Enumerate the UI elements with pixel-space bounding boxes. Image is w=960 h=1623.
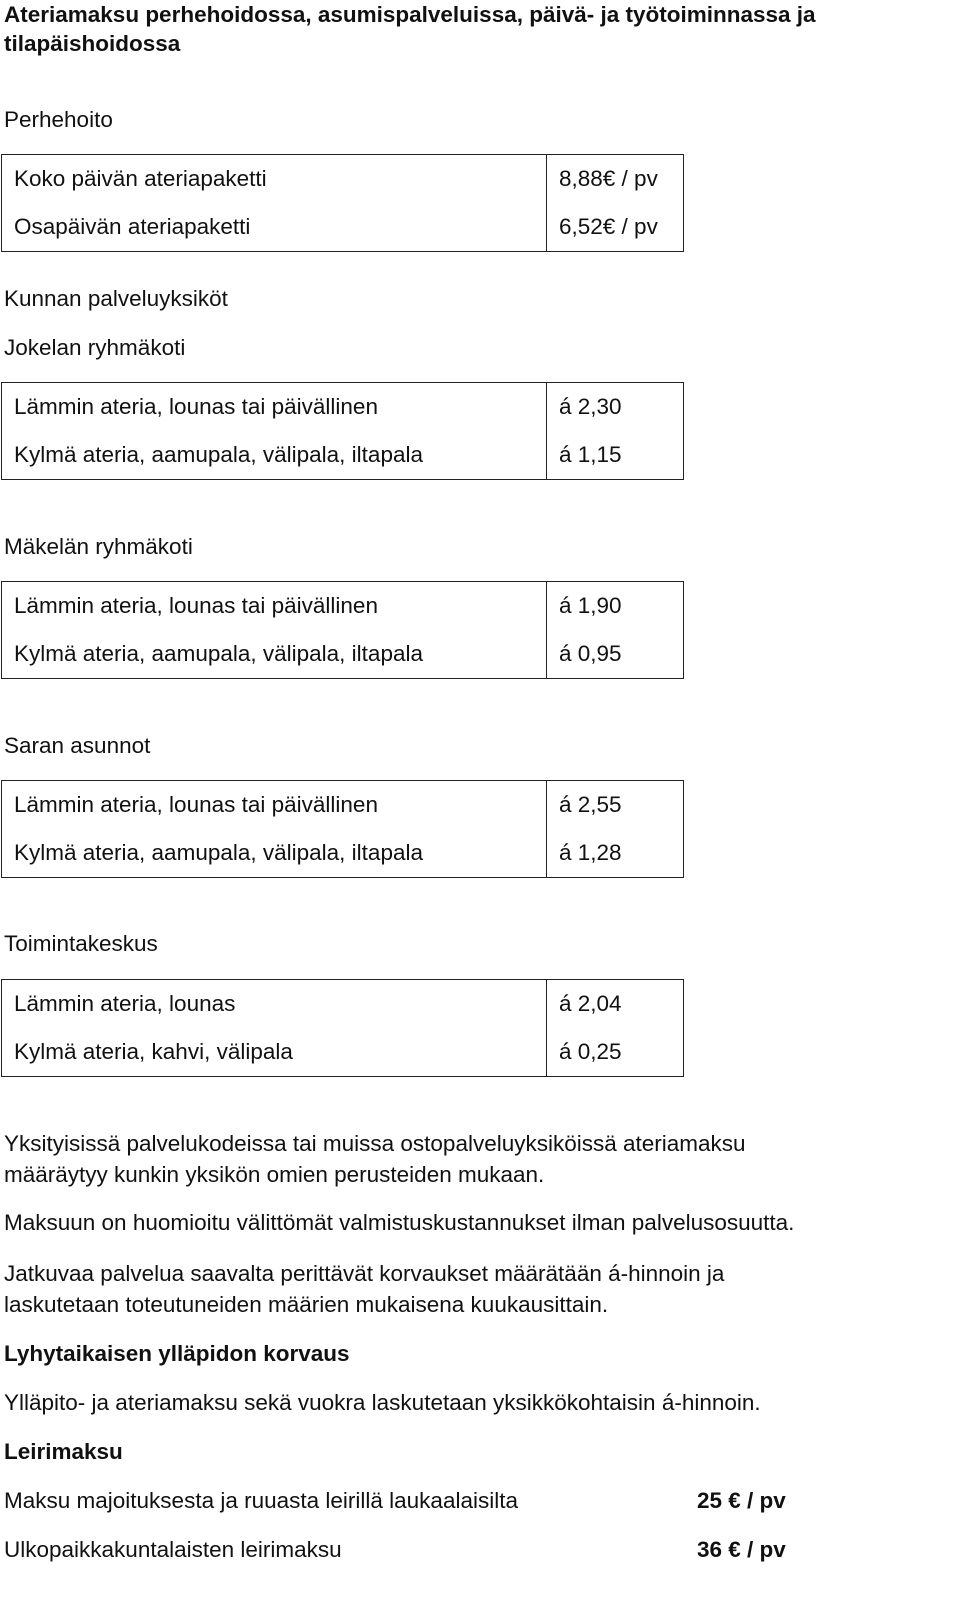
row-label: Lämmin ateria, lounas tai päivällinen <box>2 582 547 631</box>
makela-table <box>1 581 684 679</box>
perhehoito-heading: Perhehoito <box>4 107 113 132</box>
table-row <box>2 582 684 631</box>
paragraph-billing-line2: laskutetaan toteutuneiden määrien mukaisena kuukausittain. <box>4 1292 609 1317</box>
perhehoito-table <box>1 154 684 252</box>
row-price: 8,88€ / pv <box>547 155 684 204</box>
table-row <box>2 1028 684 1077</box>
jokela-table <box>1 382 684 480</box>
jokela-heading: Jokelan ryhmäkoti <box>4 335 186 360</box>
table-row <box>2 829 684 878</box>
table-row <box>2 383 684 432</box>
table-row <box>2 155 684 204</box>
row-price: á 2,04 <box>547 980 684 1029</box>
kunnan-palveluyksikot-heading: Kunnan palveluyksiköt <box>4 286 228 311</box>
paragraph-costs: Maksuun on huomioitu välittömät valmistuskustannukset ilman palvelusosuutta. <box>4 1210 795 1235</box>
document-title-line2: tilapäishoidossa <box>4 31 181 56</box>
row-label: Lämmin ateria, lounas tai päivällinen <box>2 383 547 432</box>
camp-fee-label-local: Maksu majoituksesta ja ruuasta leirillä laukaalaisilta <box>4 1488 518 1513</box>
toimintakeskus-heading: Toimintakeskus <box>4 931 158 956</box>
row-price: á 1,28 <box>547 829 684 878</box>
row-label: Kylmä ateria, aamupala, välipala, iltapala <box>2 431 547 480</box>
row-label: Lämmin ateria, lounas <box>2 980 547 1029</box>
camp-fee-label-external: Ulkopaikkakuntalaisten leirimaksu <box>4 1537 342 1562</box>
row-price: á 1,90 <box>547 582 684 631</box>
table-row <box>2 203 684 252</box>
row-label: Osapäivän ateriapaketti <box>2 203 547 252</box>
camp-fee-price-local: 25 € / pv <box>697 1488 786 1513</box>
row-price: á 0,95 <box>547 630 684 679</box>
row-label: Kylmä ateria, aamupala, välipala, iltapala <box>2 630 547 679</box>
paragraph-billing-line1: Jatkuvaa palvelua saavalta perittävät korvaukset määrätään á-hinnoin ja <box>4 1261 725 1286</box>
row-label: Kylmä ateria, kahvi, välipala <box>2 1028 547 1077</box>
table-row <box>2 781 684 830</box>
paragraph-private-line1: Yksityisissä palvelukodeissa tai muissa ostopalveluyksiköissä ateriamaksu <box>4 1131 746 1156</box>
short-term-text: Ylläpito- ja ateriamaksu sekä vuokra laskutetaan yksikkökohtaisin á-hinnoin. <box>4 1390 761 1415</box>
row-price: á 2,30 <box>547 383 684 432</box>
sara-heading: Saran asunnot <box>4 733 151 758</box>
table-row <box>2 630 684 679</box>
camp-fee-price-external: 36 € / pv <box>697 1537 786 1562</box>
row-price: á 0,25 <box>547 1028 684 1077</box>
table-row <box>2 980 684 1029</box>
sara-table <box>1 780 684 878</box>
toimintakeskus-table <box>1 979 684 1077</box>
camp-fee-heading: Leirimaksu <box>4 1439 123 1464</box>
table-row <box>2 431 684 480</box>
makela-heading: Mäkelän ryhmäkoti <box>4 534 193 559</box>
row-label: Lämmin ateria, lounas tai päivällinen <box>2 781 547 830</box>
document-title-line1: Ateriamaksu perhehoidossa, asumispalveluissa, päivä- ja työtoiminnassa ja <box>4 2 816 27</box>
row-price: á 1,15 <box>547 431 684 480</box>
short-term-heading: Lyhytaikaisen ylläpidon korvaus <box>4 1341 350 1366</box>
row-price: á 2,55 <box>547 781 684 830</box>
row-label: Kylmä ateria, aamupala, välipala, iltapala <box>2 829 547 878</box>
paragraph-private-line2: määräytyy kunkin yksikön omien perusteiden mukaan. <box>4 1162 545 1187</box>
row-price: 6,52€ / pv <box>547 203 684 252</box>
row-label: Koko päivän ateriapaketti <box>2 155 547 204</box>
